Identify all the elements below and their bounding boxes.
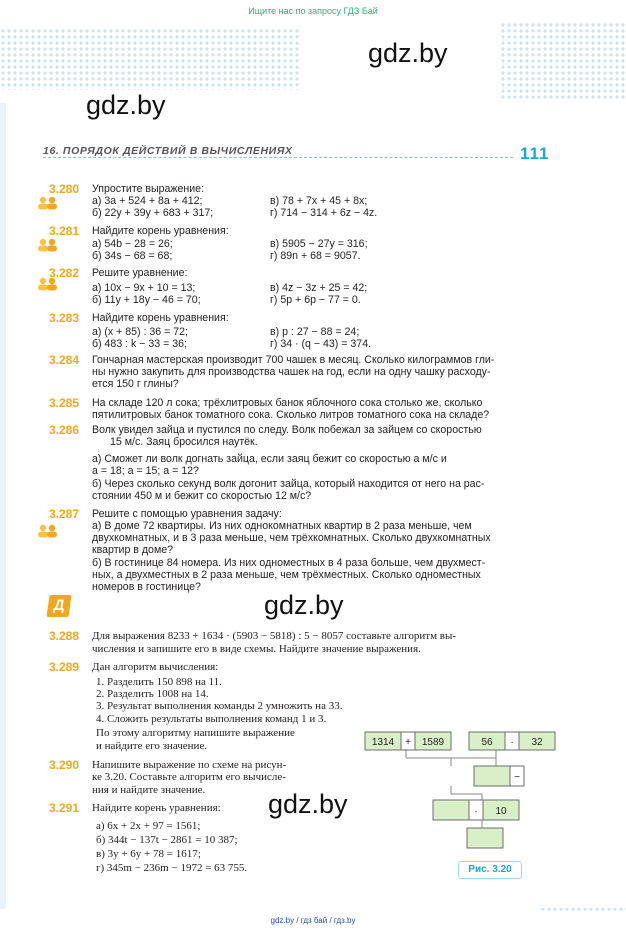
watermark: gdz.by	[86, 90, 166, 120]
footer-link[interactable]: гдз.by	[333, 916, 356, 925]
footer-link[interactable]: gdz.by	[270, 916, 295, 925]
pair-work-icon	[37, 524, 59, 538]
scheme-operator: −	[514, 772, 520, 783]
problem-text: номеров в гостинице?	[92, 581, 201, 593]
problem-item: б) 483 : k − 33 = 36;	[92, 338, 187, 350]
dot-pattern-top-left	[0, 28, 300, 90]
problem-text: ны нужно закупить для производства чашек на год, если на одну чашку расходу-	[92, 366, 491, 378]
problem-item: в) 5905 − 27y = 316;	[270, 238, 368, 250]
problem-item: 2. Разделить 1008 на 14.	[96, 688, 209, 700]
watermark: gdz.by	[368, 38, 448, 68]
problem-item: г) 345m − 236m − 1972 = 63 755.	[96, 862, 248, 874]
header-divider	[43, 157, 513, 158]
problem-number: 3.291	[49, 801, 80, 815]
problem-item: б) 344t − 137t − 2861 = 10 387;	[96, 834, 238, 846]
problem-item: г) 5p + 6p − 77 = 0.	[270, 294, 361, 306]
problem-item: в) 78 + 7x + 45 + 8x;	[270, 195, 368, 207]
problem-number: 3.281	[49, 224, 80, 238]
problem-number: 3.287	[49, 507, 80, 521]
watermark: gdz.by	[264, 590, 344, 620]
problem-item: в) 4z − 3z + 25 = 42;	[270, 282, 368, 294]
problem-number: 3.288	[49, 629, 80, 643]
problem-item: а) 6x + 2x + 97 = 1561;	[96, 820, 201, 832]
page-left-strip	[0, 103, 6, 909]
scheme-figure	[360, 728, 560, 868]
problem-text: квартир в доме?	[92, 544, 174, 556]
problem-text: б) В гостинице 84 номера. Из них одноместных в 4 раза больше, чем двухмест-	[92, 557, 486, 569]
problem-text: ных, а двухместных в 2 раза меньше, чем трёхместных. Сколько одноместных	[92, 569, 481, 581]
problem-text: 15 м/с. Заяц бросился наутёк.	[110, 436, 258, 448]
footer-separator: /	[329, 916, 332, 925]
top-search-link[interactable]: Ищите нас по запросу ГДЗ Бай	[248, 6, 378, 16]
figure-caption: Рис. 3.20	[458, 861, 522, 879]
problem-number: 3.280	[49, 182, 80, 196]
problem-text: Решите уравнение:	[92, 267, 188, 279]
problem-item: а) 3a + 524 + 8a + 412;	[92, 195, 203, 207]
scheme-box-empty	[467, 828, 503, 848]
pair-work-icon	[37, 196, 59, 210]
scheme-value: 32	[531, 737, 543, 748]
problem-item: б) 34s − 68 = 68;	[92, 250, 173, 262]
problem-text: пятилитровых банок томатного сока. Сколько литров томатного сока на складе?	[92, 409, 490, 421]
problem-text: По этому алгоритму напишите выражение	[96, 727, 295, 739]
problem-item: а) (x + 85) : 36 = 72;	[92, 326, 188, 338]
problem-number: 3.289	[49, 660, 80, 674]
problem-text: ния и найдите значение.	[92, 784, 206, 796]
scheme-operator: ·	[510, 737, 514, 748]
scheme-value: 1589	[421, 737, 445, 748]
homework-marker	[46, 595, 71, 617]
homework-marker-label: Д	[52, 597, 66, 614]
problem-number: 3.284	[49, 353, 80, 367]
problem-text: Найдите корень уравнения:	[92, 802, 221, 814]
problem-text: двухкомнатных, и в 3 раза меньше, чем трёхкомнатных. Сколько двухкомнатных	[92, 532, 491, 544]
problem-item: б) 22y + 39y + 683 + 317;	[92, 207, 214, 219]
problem-item: г) 89n + 68 = 9057.	[270, 250, 361, 262]
watermark: gdz.by	[268, 789, 348, 819]
scheme-operator: ·	[474, 806, 478, 817]
problem-text: Волк увидел зайца и пустился по следу. Волк побежал за зайцем со скоростью	[92, 424, 482, 436]
problem-text: Дан алгоритм вычисления:	[92, 661, 219, 673]
problem-item: в) 3y + 6y + 78 = 1617;	[96, 848, 201, 860]
problem-text: а) Сможет ли волк догнать зайца, если заяц бежит со скоростью a м/с и	[92, 453, 447, 465]
problem-number: 3.285	[49, 396, 80, 410]
problem-text: a = 18; a = 15; a = 12?	[92, 465, 199, 477]
pair-work-icon	[37, 238, 59, 252]
problem-number: 3.290	[49, 758, 80, 772]
scheme-figure-row2	[360, 766, 560, 788]
scheme-operator: +	[405, 737, 411, 748]
problem-number: 3.286	[49, 423, 80, 437]
problem-item: а) 54b − 28 = 26;	[92, 238, 173, 250]
problem-item: б) 11y + 18y − 46 = 70;	[92, 294, 201, 306]
problem-item: 3. Результат выполнения команды 2 умножить на 33.	[96, 700, 343, 712]
page-number: 111	[520, 144, 550, 163]
problem-item: г) 34 · (q − 43) = 374.	[270, 338, 372, 350]
scheme-value: 10	[495, 806, 507, 817]
problem-text: Найдите корень уравнения:	[92, 312, 229, 324]
problem-text: числения и запишите его в виде схемы. Найдите значение выражения.	[92, 643, 421, 655]
problem-item: 1. Разделить 150 898 на 11.	[96, 676, 222, 688]
scheme-value: 1314	[371, 737, 395, 748]
problem-text: стоянии 450 м и бежит со скоростью 12 м/с?	[92, 490, 312, 502]
scheme-box-empty	[433, 800, 469, 820]
problem-number: 3.282	[49, 266, 80, 280]
problem-text: Гончарная мастерская производит 700 чашек в месяц. Сколько килограммов гли-	[92, 354, 495, 366]
problem-number: 3.283	[49, 311, 80, 325]
section-title: 16. ПОРЯДОК ДЕЙСТВИЙ В ВЫЧИСЛЕНИЯХ	[43, 145, 293, 157]
footer-links	[0, 916, 626, 925]
problem-item: г) 714 − 314 + 6z − 4z.	[270, 207, 378, 219]
problem-text: Напишите выражение по схеме на рисун-	[92, 759, 287, 771]
problem-text: На складе 120 л сока; трёхлитровых банок яблочного сока столько же, сколько	[92, 397, 483, 409]
problem-item: в) p : 27 − 88 = 24;	[270, 326, 360, 338]
problem-text: Решите с помощью уравнения задачу:	[92, 508, 282, 520]
problem-text: ется 150 г глины?	[92, 378, 179, 390]
footer-link[interactable]: гдз бай	[300, 916, 328, 925]
footer-separator: /	[296, 916, 299, 925]
problem-text: Для выражения 8233 + 1634 · (5903 − 5818) : 5 − 8057 составьте алгоритм вы-	[92, 630, 457, 642]
problem-text: Найдите корень уравнения:	[92, 225, 229, 237]
scheme-value: 56	[481, 737, 493, 748]
problem-item: 4. Сложить результаты выполнения команд 1 и 3.	[96, 713, 327, 725]
problem-text: и найдите его значение.	[96, 740, 208, 752]
problem-text: ке 3.20. Составьте алгоритм его вычисле-	[92, 771, 286, 783]
problem-text: б) Через сколько секунд волк догонит зайца, который находится от него на рас-	[92, 478, 485, 490]
problem-text: а) В доме 72 квартиры. Из них однокомнатных квартир в 2 раза меньше, чем	[92, 520, 472, 532]
problem-text: Упростите выражение:	[92, 183, 205, 195]
problem-item: а) 10x − 9x + 10 = 13;	[92, 282, 196, 294]
